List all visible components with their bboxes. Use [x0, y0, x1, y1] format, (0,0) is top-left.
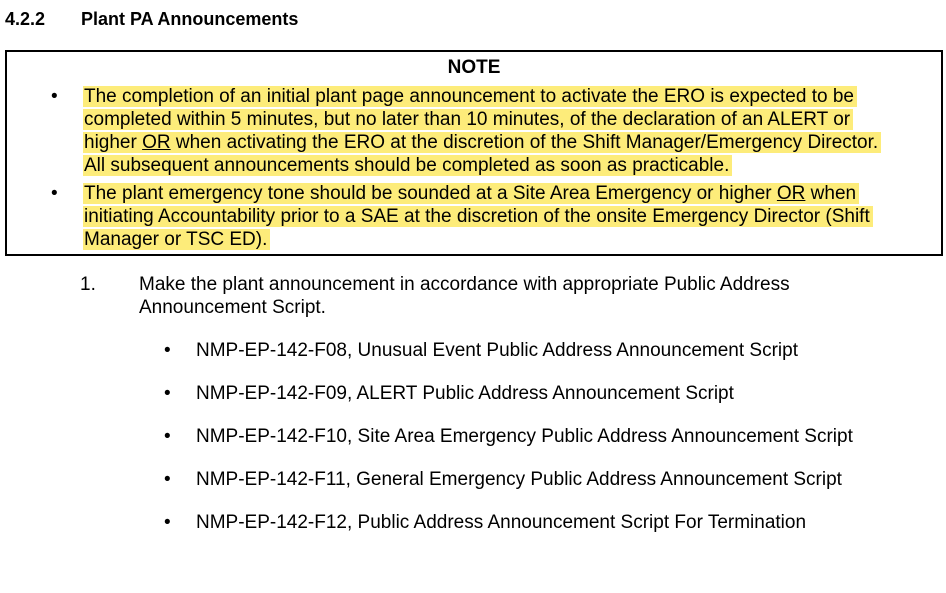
section-title: Plant PA Announcements [81, 9, 299, 29]
note-line [83, 85, 857, 108]
highlighted-text [83, 183, 859, 204]
script-list-item: NMP-EP-142-F08, Unusual Event Public Address Announcement Script [196, 340, 798, 361]
step-text-line: Announcement Script. [139, 297, 326, 318]
note-text: higher [84, 132, 143, 153]
highlighted-text [83, 132, 881, 153]
note-text: initiating Accountability prior to a SAE at the discretion of the onsite Emergency Director (Shift [84, 206, 870, 227]
bullet-icon: • [164, 512, 171, 533]
note-text: The plant emergency tone should be sounded at a Site Area Emergency or higher [84, 183, 777, 204]
bullet-icon: • [164, 426, 171, 447]
note-title: NOTE [447, 57, 501, 78]
underlined-text: OR [142, 132, 171, 153]
bullet-icon: • [51, 183, 58, 204]
step-text-line: Make the plant announcement in accordance with appropriate Public Address [139, 274, 790, 295]
step-number: 1. [80, 274, 96, 295]
script-list-item: NMP-EP-142-F09, ALERT Public Address Announcement Script [196, 383, 734, 404]
note-box [5, 50, 943, 256]
note-text: Manager or TSC ED). [84, 229, 268, 250]
note-line [83, 205, 873, 228]
bullet-icon: • [164, 469, 171, 490]
script-list-item: NMP-EP-142-F12, Public Address Announcement Script For Termination [196, 512, 807, 533]
bullet-icon: • [51, 86, 58, 107]
bullet-icon: • [164, 383, 171, 404]
highlighted-text [83, 109, 853, 130]
underlined-text: OR [776, 183, 806, 204]
highlighted-text [83, 229, 270, 250]
section-number: 4.2.2 [5, 9, 46, 29]
highlighted-text [83, 206, 873, 227]
highlighted-text [83, 155, 732, 176]
script-list-item: NMP-EP-142-F11, General Emergency Public Address Announcement Script [196, 469, 842, 490]
note-text: All subsequent announcements should be completed as soon as practicable. [84, 155, 730, 176]
note-text: when [805, 183, 857, 204]
note-text: when activating the ERO at the discretion of the Shift Manager/Emergency Director. [170, 132, 879, 153]
note-text: The completion of an initial plant page announcement to activate the ERO is expected to be [84, 86, 854, 107]
note-text: completed within 5 minutes, but no later than 10 minutes, of the declaration of an ALERT or [84, 109, 851, 130]
note-line [83, 182, 859, 205]
highlighted-text [83, 86, 857, 107]
note-line [83, 228, 270, 251]
note-line [83, 131, 881, 154]
script-list-item: NMP-EP-142-F10, Site Area Emergency Public Address Announcement Script [196, 426, 853, 447]
note-line [83, 154, 732, 177]
note-line [83, 108, 853, 131]
bullet-icon: • [164, 340, 171, 361]
